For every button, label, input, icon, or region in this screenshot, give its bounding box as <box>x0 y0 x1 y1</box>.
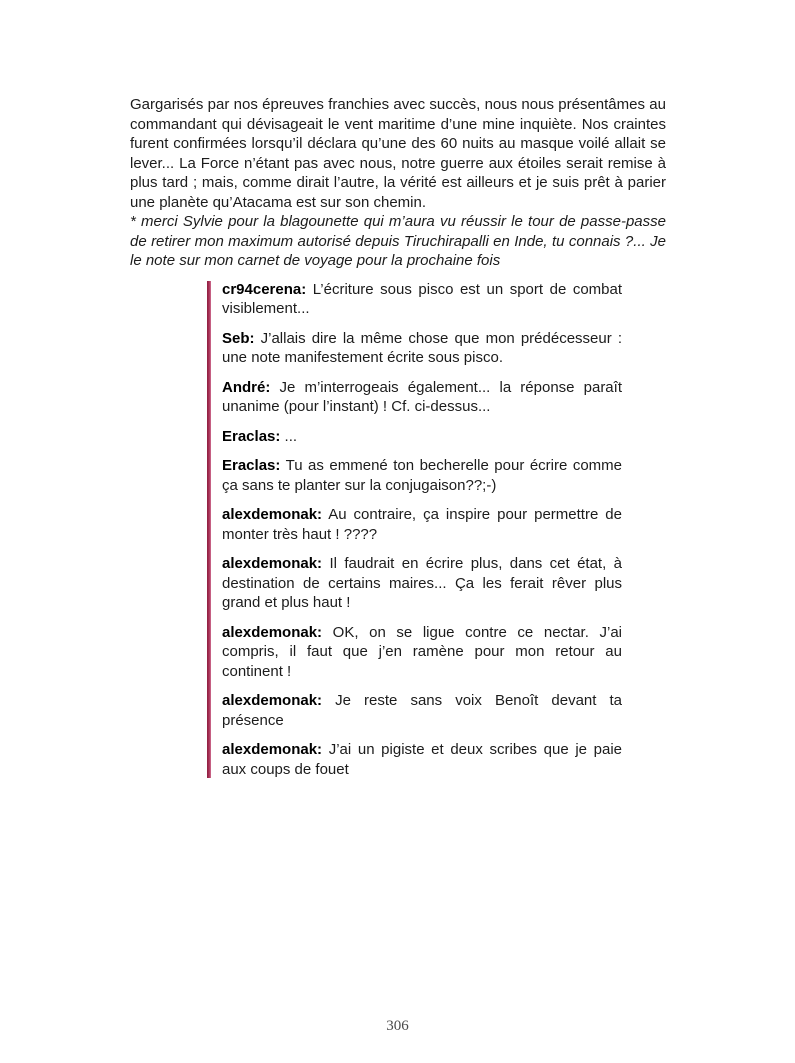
comment-author: Eraclas: <box>222 457 281 474</box>
comment-author: alexdemonak: <box>222 506 323 523</box>
comment <box>222 378 622 417</box>
comment <box>222 740 622 779</box>
comment <box>222 691 622 730</box>
comment <box>222 623 622 682</box>
intro-paragraph: Gargarisés par nos épreuves franchies avec succès, nous nous présentâmes au commandant qui dévisageait le vent maritime d’une mine inquiète. Nos craintes furent confirmées lorsqu’il déclara qu’une des 60 nuits au masque voilé allait se lever... La Force n’étant pas avec nous, notre guerre aux étoiles serait remise à plus tard ; mais, comme dirait l’autre, la vérité est ailleurs et je suis prêt à parier une planète qu’Atacama est sur son chemin. <box>130 96 666 211</box>
comment-text: J’allais dire la même chose que mon prédécesseur : une note manifestement écrite sous pisco. <box>222 329 622 366</box>
comment <box>222 554 622 613</box>
comment-text: Il faudrait en écrire plus, dans cet état, à destination de certains maires... Ça les ferait rêver plus grand et plus haut ! <box>222 555 622 611</box>
comment-author: Eraclas: <box>222 427 281 445</box>
comment-text: L’écriture sous pisco est un sport de combat visiblement... <box>222 280 623 317</box>
comment-author: cr94cerena: <box>222 280 307 298</box>
comment <box>222 329 622 368</box>
comment-text: J’ai un pigiste et deux scribes que je paie aux coups de fouet <box>222 741 622 778</box>
comment-author: Seb: <box>222 329 255 347</box>
comment-text: Au contraire, ça inspire pour permettre de monter très haut ! ???? <box>222 506 622 543</box>
comment-author: alexdemonak: <box>222 555 323 572</box>
comment-author: alexdemonak: <box>222 692 323 709</box>
footnote-paragraph: * merci Sylvie pour la blagounette qui m’aura vu réussir le tour de passe-passe de retirer mon maximum autorisé depuis Tiruchirapalli en Inde, tu connais ?... Je le note sur mon carnet de voyage pour la prochaine fois <box>130 213 666 269</box>
comments-section <box>207 280 622 780</box>
comments-accent-bar <box>207 281 211 779</box>
comment-text: ... <box>284 427 298 445</box>
comment-author: André: <box>222 378 271 396</box>
comment <box>222 456 622 495</box>
comment-author: alexdemonak: <box>222 623 323 641</box>
comment-text: OK, on se ligue contre ce nectar. J’ai compris, il faut que j’en ramène pour mon retour au continent ! <box>222 623 622 680</box>
page-number: 306 <box>386 1018 409 1034</box>
comment <box>222 427 622 447</box>
comment-text: Tu as emmené ton becherelle pour écrire comme ça sans te planter sur la conjugaison??;-) <box>222 457 622 494</box>
comment <box>222 505 622 544</box>
page-content <box>130 95 666 779</box>
comment-author: alexdemonak: <box>222 741 323 758</box>
comment <box>222 280 622 319</box>
comment-text: Je m’interrogeais également... la réponse paraît unanime (pour l’instant) ! Cf. ci-dessus... <box>222 378 622 415</box>
comment-text: Je reste sans voix Benoît devant ta présence <box>222 692 623 729</box>
